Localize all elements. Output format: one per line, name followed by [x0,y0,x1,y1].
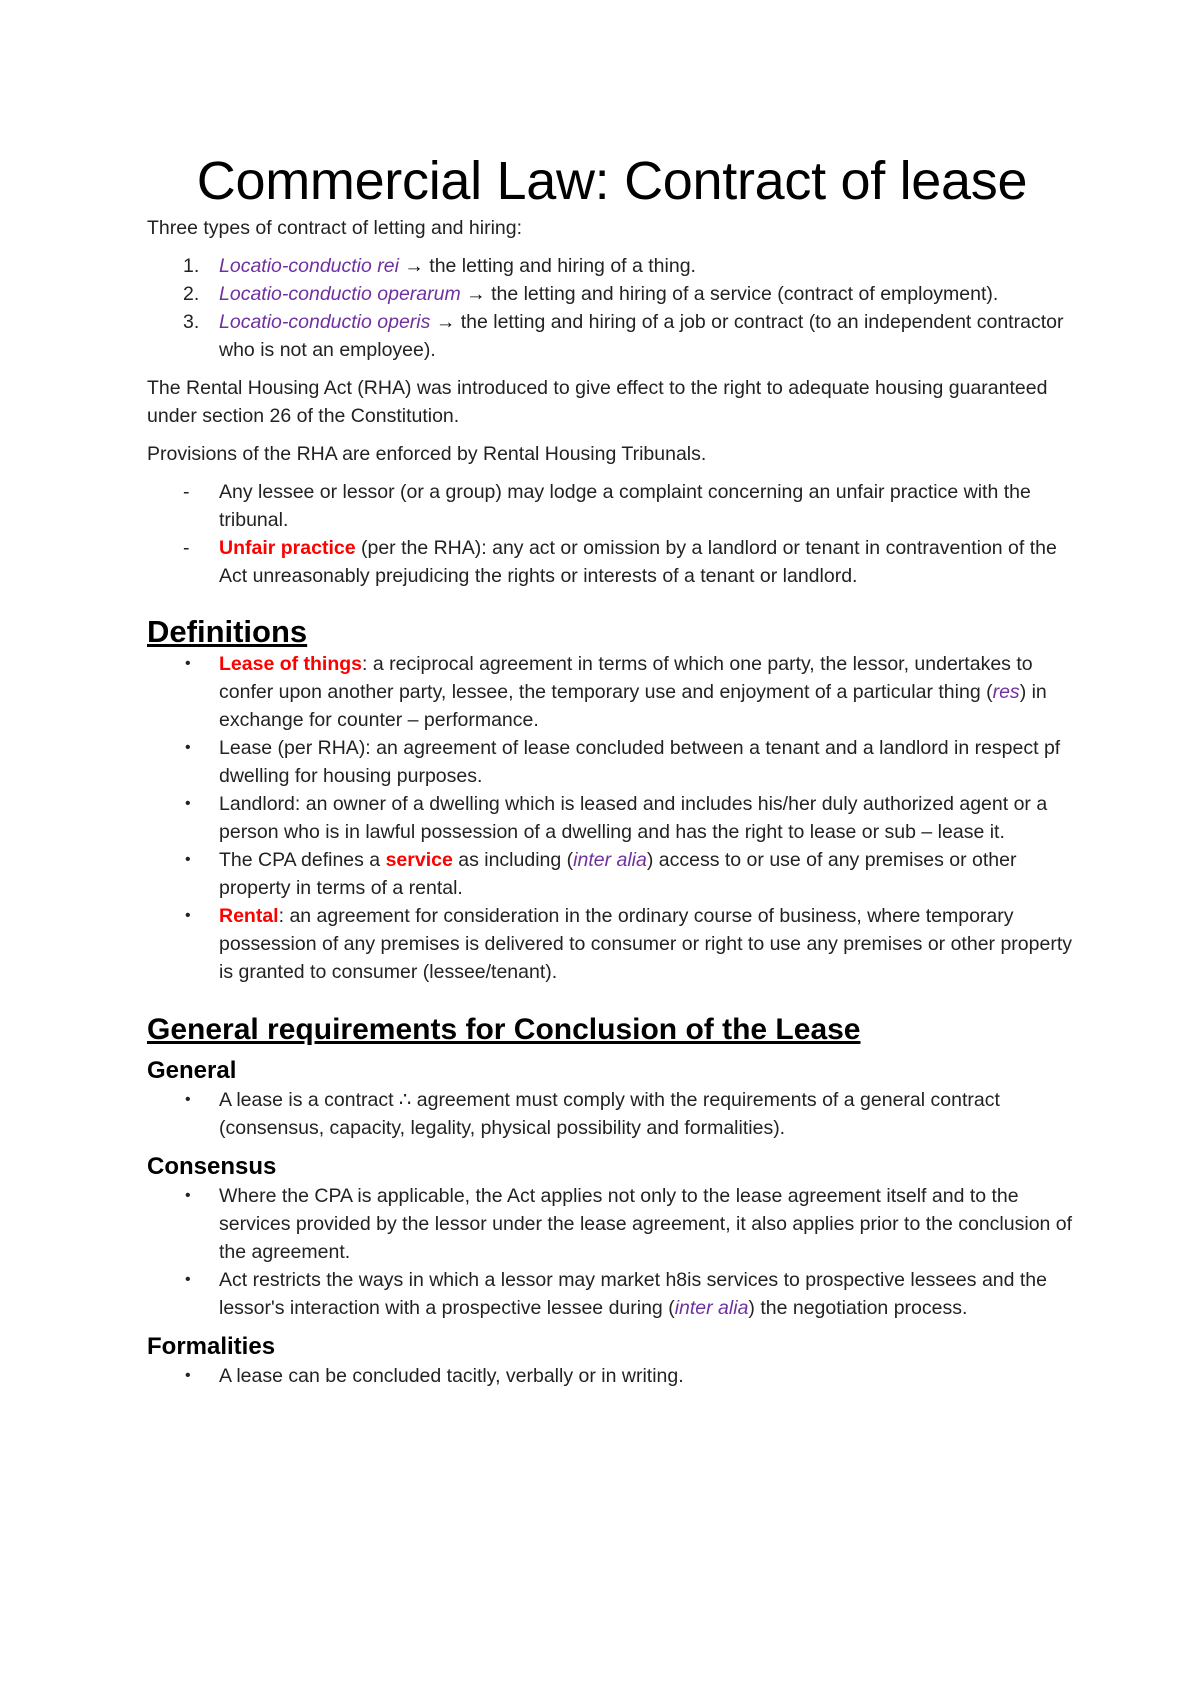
list-item [147,650,1077,734]
definition-text: ) in exchange for counter – performance. [219,681,1047,731]
defined-term: Lease of things [219,653,363,675]
contract-description: the letting and hiring of a thing. [423,255,696,277]
contract-term: Locatio-conductio rei [219,255,399,277]
contract-description: the letting and hiring of a job or contract (to an independent contractor who is not an employee). [219,311,1064,361]
latin-term: inter alia [573,849,647,871]
definitions-list [147,650,1077,986]
list-item-text: Act restricts the ways in which a lessor may market h8is services to prospective lessees and the lessor's interaction with a prospective lessee during ( [219,1269,1047,1319]
dash-marker: - [183,481,190,503]
definition-text: Landlord: an owner of a dwelling which is leased and includes his/her duly authorized agent or a person who is in lawful possession of a dwelling and has the right to lease or sub – lease it. [219,793,1048,843]
contract-term: Locatio-conductio operarum [219,283,461,305]
latin-term: res [992,681,1020,703]
bullet-icon: • [185,1187,191,1204]
defined-term: Unfair practice [219,537,356,559]
contract-types-list [147,252,1077,364]
list-item [147,846,1077,902]
list-item [147,478,1077,534]
list-item-text: A lease can be concluded tacitly, verbally or in writing. [219,1365,684,1387]
arrow-icon: → [435,311,456,333]
general-heading: General [147,1057,237,1084]
list-item [147,280,1077,308]
general-requirements-heading: General requirements for Conclusion of the Lease [147,1013,861,1046]
definition-text: ) access to or use of any premises or other property in terms of a rental. [219,849,1017,899]
defined-term: Rental [219,905,279,927]
list-item-text: Where the CPA is applicable, the Act applies not only to the lease agreement itself and to the services provided by the lessor under the lease agreement, it also applies prior to the conclusion of the agreement. [219,1185,1073,1263]
formalities-heading: Formalities [147,1333,276,1360]
page-title: Commercial Law: Contract of lease [196,151,1028,211]
list-item-text: (per the RHA): any act or omission by a landlord or tenant in contravention of the Act unreasonably prejudicing the rights or interests of a tenant or landlord. [219,537,1057,587]
list-item [147,308,1077,364]
defined-term: service [385,849,453,871]
consensus-list [147,1182,1077,1322]
definitions-heading: Definitions [147,614,308,649]
list-item [147,534,1077,590]
list-item [147,1182,1077,1266]
bullet-icon: • [185,1367,191,1384]
bullet-icon: • [185,795,191,812]
list-item [147,902,1077,986]
definition-text: : a reciprocal agreement in terms of which one party, the lessor, undertakes to confer upon another party, lessee, the temporary use and enjoyment of a particular thing ( [219,653,1033,703]
list-number: 2. [183,283,200,305]
contract-description: the letting and hiring of a service (contract of employment). [485,283,999,305]
arrow-icon: → [466,283,486,305]
list-item-text: A lease is a contract ∴ agreement must comply with the requirements of a general contract (consensus, capacity, legality, physical possibility and formalities). [219,1089,1000,1139]
consensus-heading: Consensus [147,1153,277,1180]
list-item [147,1266,1077,1322]
bullet-icon: • [185,739,191,756]
bullet-icon: • [185,907,191,924]
dash-marker: - [183,537,190,559]
general-list [147,1086,1077,1142]
list-item [147,790,1077,846]
list-item [147,1086,1077,1142]
definition-text: : an agreement for consideration in the ordinary course of business, where temporary possession of any premises is delivered to consumer or right to use any premises or other property is granted to consumer (lessee/tenant). [219,905,1072,983]
bullet-icon: • [185,851,191,868]
arrow-icon: → [404,255,424,277]
rha-paragraph: The Rental Housing Act (RHA) was introduced to give effect to the right to adequate housing guaranteed under section 26 of the Constitution. [147,377,1048,427]
definition-text: The CPA defines a [219,849,386,871]
list-item [147,1362,1077,1390]
list-number: 1. [183,255,200,277]
bullet-icon: • [185,655,191,672]
list-item [147,252,1077,280]
latin-term: inter alia [674,1297,749,1319]
bullet-icon: • [185,1091,191,1108]
contract-term: Locatio-conductio operis [219,311,431,333]
intro-text: Three types of contract of letting and hiring: [147,217,523,239]
list-item-text: ) the negotiation process. [748,1297,968,1319]
list-number: 3. [183,311,200,333]
formalities-list [147,1362,1077,1390]
definition-text: Lease (per RHA): an agreement of lease concluded between a tenant and a landlord in respect pf dwelling for housing purposes. [219,737,1061,787]
bullet-icon: • [185,1271,191,1288]
list-item [147,734,1077,790]
tribunal-paragraph: Provisions of the RHA are enforced by Rental Housing Tribunals. [147,443,707,465]
document-body [147,150,1077,1400]
list-item-text: Any lessee or lessor (or a group) may lodge a complaint concerning an unfair practice with the tribunal. [219,481,1031,531]
definition-text: as including ( [452,849,574,871]
tribunal-list [147,478,1077,590]
